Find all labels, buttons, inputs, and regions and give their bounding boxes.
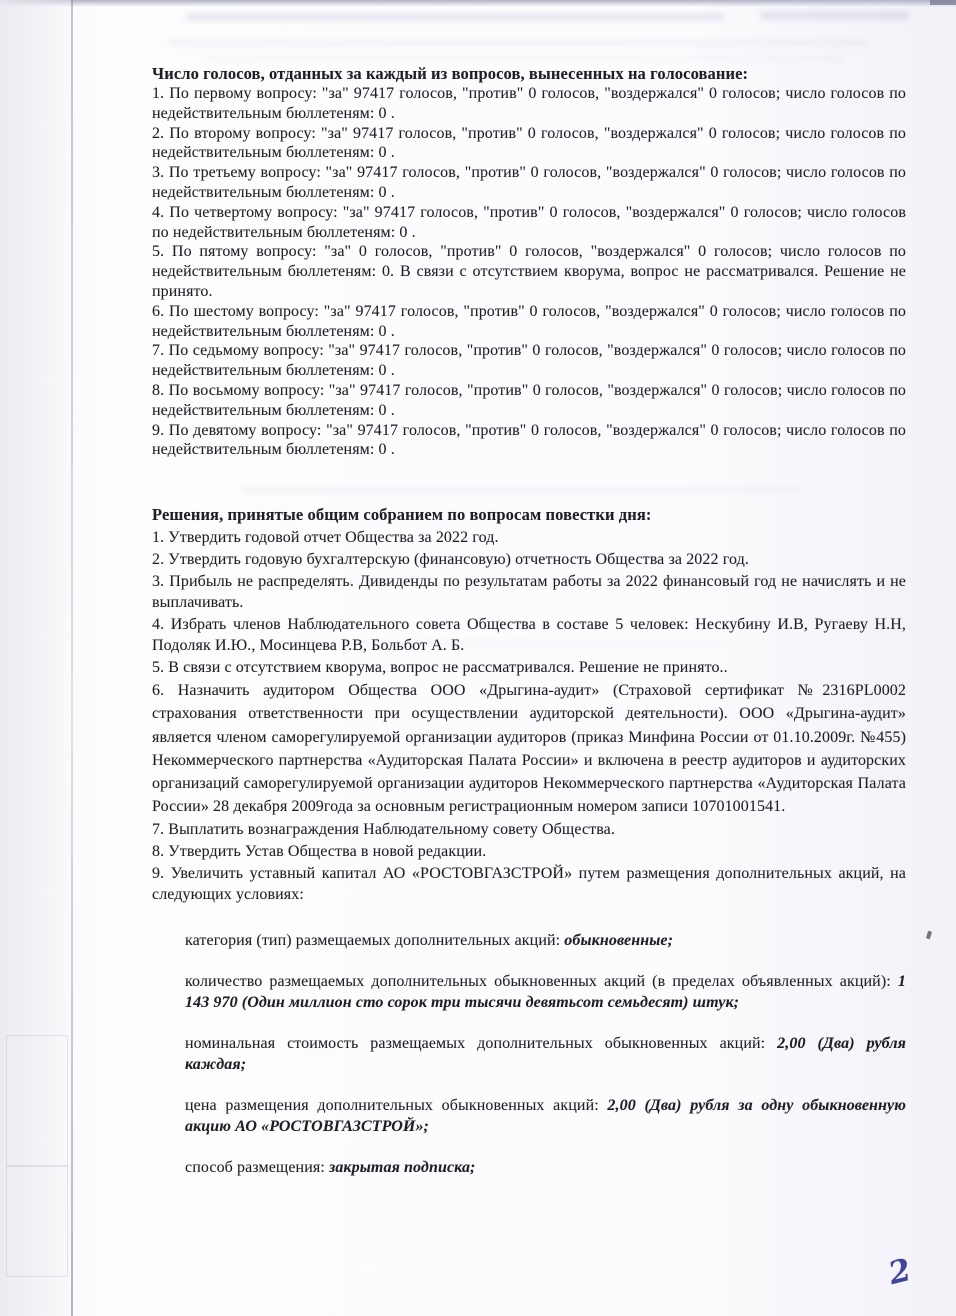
- condition-value: 2,00 (Два) рубля за одну обыкновенную акцию АО «РОСТОВГАЗСТРОЙ»;: [185, 1096, 907, 1136]
- decision-item-3: 3. Прибыль не распределять. Дивиденды по результатам работы за 2022 финансовый год не начислять и не выплачивать.: [152, 573, 906, 612]
- condition-label: способ размещения:: [185, 1158, 329, 1176]
- bleedthrough-artifact: [205, 56, 845, 61]
- vote-item-1: 1. По первому вопросу: "за" 97417 голосов, "против" 0 голосов, "воздержался" 0 голосов; число голосов по недействительным бюллетеням: 0 .: [152, 85, 906, 122]
- vote-item-7: 7. По седьмому вопросу: "за" 97417 голосов, "против" 0 голосов, "воздержался" 0 голосов; число голосов по недействительным бюллетеням: 0 .: [152, 342, 906, 380]
- condition-value: 2,00 (Два) рубля каждая;: [185, 1034, 906, 1074]
- decision-item-1: 1. Утвердить годовой отчет Общества за 2022 год.: [152, 529, 499, 547]
- condition-item-1: [185, 930, 906, 952]
- vote-item-3: 3. По третьему вопросу: "за" 97417 голосов, "против" 0 голосов, "воздержался" 0 голосов; число голосов по недействительным бюллетеням: 0 .: [152, 164, 906, 201]
- page-fold-line: [71, 0, 73, 1316]
- condition-label: цена размещения дополнительных обыкновенных акций:: [185, 1096, 608, 1114]
- decisions-section-heading: Решения, принятые общим собранием по вопросам повестки дня:: [152, 505, 652, 525]
- vote-item-9: 9. По девятому вопросу: "за" 97417 голосов, "против" 0 голосов, "воздержался" 0 голосов; число голосов по недействительным бюллетеням: 0 .: [152, 421, 906, 459]
- decision-item-7: 7. Выплатить вознаграждения Наблюдательному совету Общества.: [152, 821, 615, 839]
- bleedthrough-artifact: [168, 40, 868, 46]
- votes-section-heading: Число голосов, отданных за каждый из вопросов, вынесенных на голосование:: [152, 64, 749, 83]
- ink-speck: [926, 931, 932, 940]
- share-placement-conditions: [152, 930, 906, 1178]
- decision-item-8: 8. Утвердить Устав Общества в новой редакции.: [152, 843, 487, 861]
- bleedthrough-artifact: [760, 11, 910, 20]
- bleedthrough-artifact: [185, 13, 725, 21]
- condition-value: обыкновенные;: [564, 932, 674, 950]
- condition-value: 1 143 970 (Один миллион сто сорок три тысячи девятьсот семьдесят) штук;: [185, 972, 906, 1012]
- condition-item-4: [185, 1095, 906, 1138]
- condition-label: количество размещаемых дополнительных обыкновенных акций (в пределах объявленных акций):: [185, 972, 898, 990]
- vote-item-8: 8. По восьмому вопросу: "за" 97417 голосов, "против" 0 голосов, "воздержался" 0 голосов; число голосов по недействительным бюллетеням: 0 .: [152, 381, 906, 419]
- decision-item-2: 2. Утвердить годовую бухгалтерскую (финансовую) отчетность Общества за 2022 год.: [152, 551, 749, 569]
- decision-item-6: 6. Назначить аудитором Общества ООО «Дрыгина-аудит» (Страховой сертификат №2316PL0002 страхования ответственности при осуществлении аудиторской деятельности). ООО «Дрыгина-аудит» является членом саморегулируемой организации аудиторов (приказ Минфина России от 01.10.2009г. №455) Некоммерческого партнерства «Аудиторская Палата России» и включена в реестр аудиторов и аудиторских организаций саморегулируемой организации аудиторов Некоммерческого партнерства «Аудиторская Палата России» 28 декабря 2009года за основным регистрационным номером записи 10701001541.: [152, 682, 906, 816]
- condition-item-2: [185, 971, 906, 1014]
- condition-value: закрытая подписка;: [328, 1158, 476, 1176]
- vote-item-5: 5. По пятому вопросу: "за" 0 голосов, "против" 0 голосов, "воздержался" 0 голосов; число голосов по недействительным бюллетеням: 0. В связи с отсутствием кворума, вопрос не рассматривался. Решение не принято.: [152, 243, 906, 300]
- scan-corner-mark: [930, 0, 956, 5]
- document-content: [152, 64, 906, 1197]
- votes-section: [152, 64, 906, 460]
- scan-left-margin-shade: [0, 0, 71, 1316]
- condition-label: номинальная стоимость размещаемых дополнительных обыкновенных акций:: [185, 1034, 778, 1052]
- condition-label: категория (тип) размещаемых дополнительных акций:: [185, 932, 565, 950]
- vote-item-2: 2. По второму вопросу: "за" 97417 голосов, "против" 0 голосов, "воздержался" 0 голосов; число голосов по недействительным бюллетеням: 0 .: [152, 124, 906, 162]
- vote-item-4: 4. По четвертому вопросу: "за" 97417 голосов, "против" 0 голосов, "воздержался" 0 голосов; число голосов по недействительным бюллетеням: 0 .: [152, 203, 906, 241]
- condition-item-5: [185, 1157, 906, 1179]
- decision-item-4: 4. Избрать членов Наблюдательного совета Общества в составе 5 человек: Нескубину И.В, Ругаеву Н.Н, Подоляк И.Ю., Мосинцева Р.В, Больбот А. Б.: [152, 616, 906, 655]
- handwritten-page-number: 2: [884, 1251, 915, 1293]
- condition-item-3: [185, 1033, 906, 1076]
- scan-top-edge-shadow: [0, 0, 956, 7]
- decisions-section: [152, 505, 906, 1178]
- decision-item-5: 5. В связи с отсутствием кворума, вопрос не рассматривался. Решение не принято..: [152, 659, 728, 677]
- decision-item-9: 9. Увеличить уставный капитал АО «РОСТОВГАЗСТРОЙ» путем размещения дополнительных акций, на следующих условиях:: [152, 865, 906, 904]
- vote-item-6: 6. По шестому вопросу: "за" 97417 голосов, "против" 0 голосов, "воздержался" 0 голосов; число голосов по недействительным бюллетеням: 0 .: [152, 302, 906, 340]
